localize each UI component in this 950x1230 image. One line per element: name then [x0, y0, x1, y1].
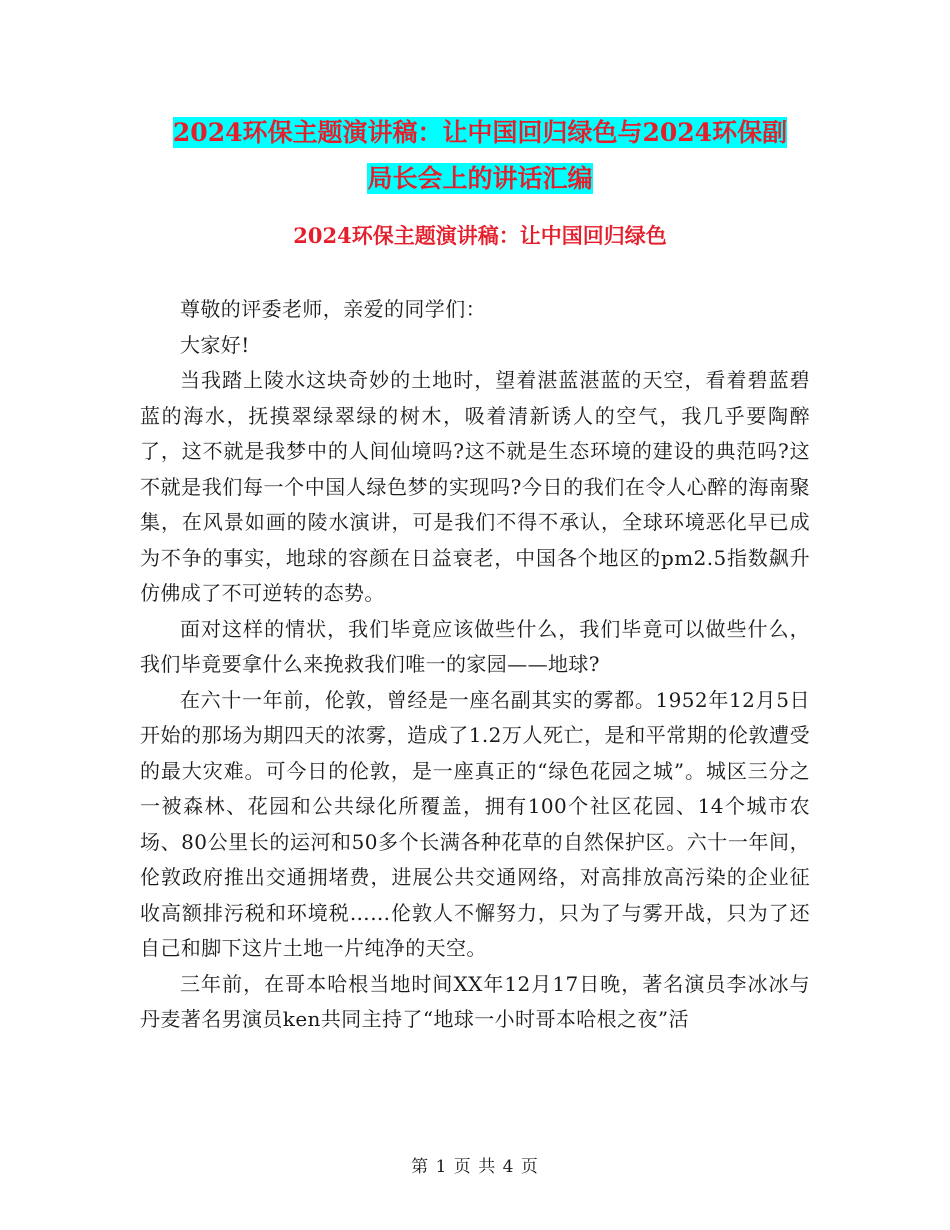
page-footer: 第 1 页 共 4 页: [411, 1157, 539, 1177]
paragraph-london: 在六十一年前，伦敦，曾经是一座名副其实的雾都。1952年12月5日开始的那场为期四天的浓雾，造成了1.2万人死亡，是和平常期的伦敦遭受的最大灾难。可今日的伦敦，是一座真正的“绿色花园之城”。城区三分之一被森林、花园和公共绿化所覆盖，拥有100个社区花园、14个城市农场、80公里长的运河和50多个长满各种花草的自然保护区。六十一年间，伦敦政府推出交通拥堵费，进展公共交通网络，对高排放高污染的企业征收高额排污税和环境税……伦敦人不懈努力，只为了与雾开战，只为了还自己和脚下这片土地一片纯净的天空。: [140, 687, 810, 960]
main-title: [140, 110, 820, 202]
paragraph-question: 面对这样的情状，我们毕竟应该做些什么，我们毕竟可以做些什么，我们毕竟要拿什么来挽救我们唯一的家园——地球?: [140, 616, 810, 676]
body-text: [140, 292, 810, 1038]
paragraph-lingshui: 当我踏上陵水这块奇妙的土地时，望着湛蓝湛蓝的天空，看着碧蓝碧蓝的海水，抚摸翠绿翠绿的树木，吸着清新诱人的空气，我几乎要陶醉了，这不就是我梦中的人间仙境吗?这不就是生态环境的建设的典范吗?这不就是我们每一个中国人绿色梦的实现吗?今日的我们在令人心醉的海南聚集，在风景如画的陵水演讲，可是我们不得不承认，全球环境恶化早已成为不争的事实，地球的容颜在日益衰老，中国各个地区的pm2.5指数飙升仿佛成了不可逆转的态势。: [140, 368, 810, 605]
section-title: 2024环保主题演讲稿：让中国回归绿色: [293, 223, 667, 248]
paragraph-copenhagen: 三年前，在哥本哈根当地时间XX年12月17日晚，著名演员李冰冰与丹麦著名男演员ken共同主持了“地球一小时哥本哈根之夜”活: [140, 971, 810, 1031]
paragraph-salutation: 尊敬的评委老师，亲爱的同学们：: [180, 297, 486, 321]
paragraph-greeting: 大家好!: [180, 332, 250, 357]
main-title-line2: 局长会上的讲话汇编: [367, 164, 593, 193]
main-title-line1: 2024环保主题演讲稿：让中国回归绿色与2024环保副: [172, 118, 788, 147]
